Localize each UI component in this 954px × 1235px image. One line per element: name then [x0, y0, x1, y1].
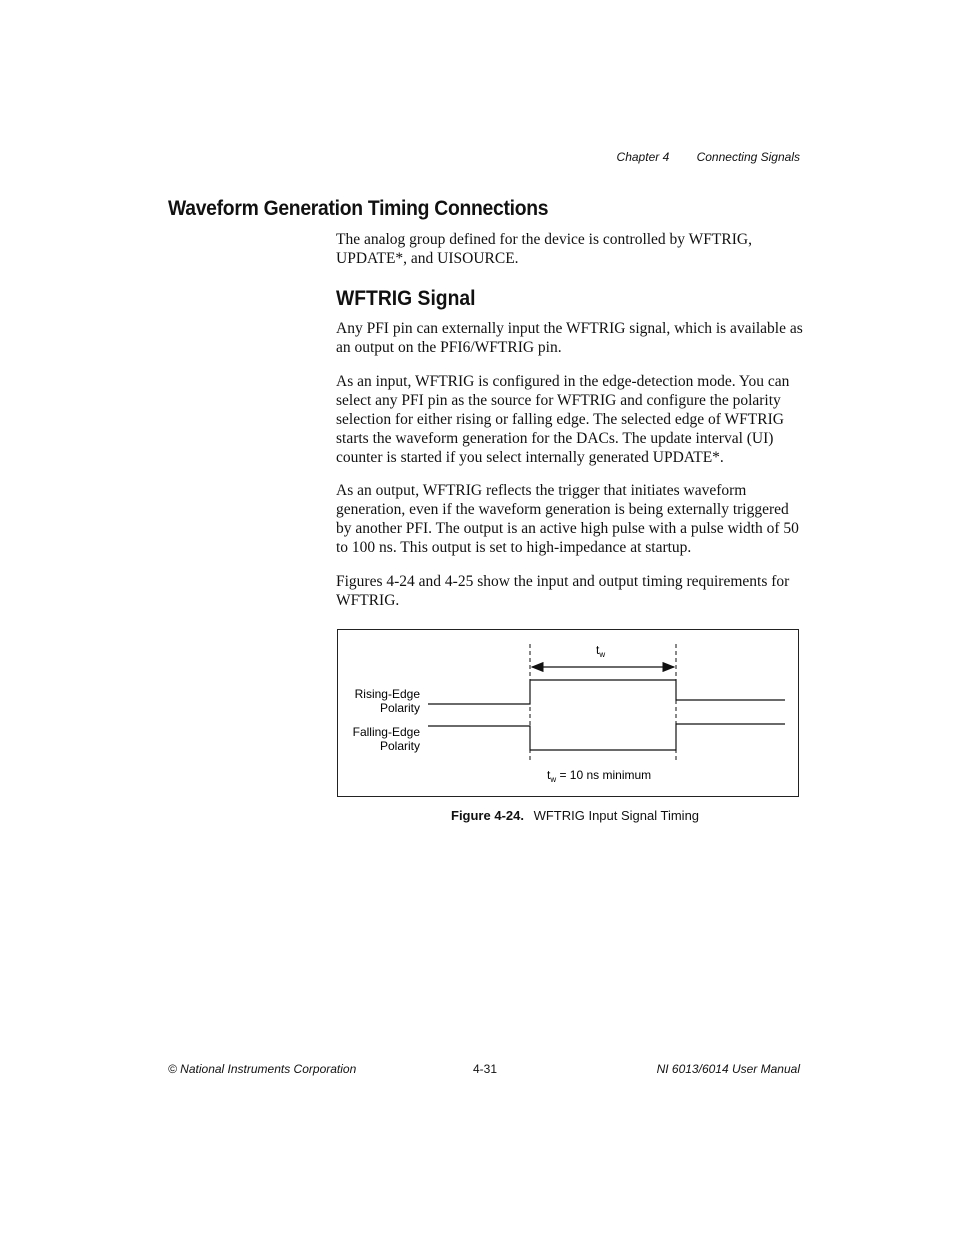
paragraph-2: As an input, WFTRIG is configured in the edge-detection mode. You can select any PFI pin as the source for WFTRIG and configure the polarity selection for either rising or falling edge. The selected edge of WFTRIG starts the waveform generation for the DACs. The update interval (UI) counter is started if you select internally generated UPDATE*.	[336, 373, 790, 466]
falling-label-line2: Polarity	[379, 739, 420, 753]
falling-label-line1: Falling-Edge	[352, 725, 420, 739]
tw-label: $t_w$	[596, 643, 606, 659]
figure-caption-text: WFTRIG Input Signal Timing	[533, 808, 700, 823]
paragraph-3: As an output, WFTRIG reflects the trigger that initiates waveform generation, even if the waveform generation is being externally triggered by another PFI. The output is an active high pulse with a pulse width of 50 to 100 ns. This output is set to high-impedance at startup.	[336, 482, 799, 556]
subsection-title: WFTRIG Signal	[336, 287, 476, 310]
tw-minimum-label: $t_w = 10$ ns minimum	[547, 768, 652, 784]
paragraph-4: Figures 4-24 and 4-25 show the input and output timing requirements for WFTRIG.	[336, 573, 790, 609]
falling-edge-waveform	[428, 724, 785, 750]
timing-diagram	[337, 629, 799, 797]
running-header	[617, 150, 800, 164]
intro-paragraph: The analog group defined for the device is controlled by WFTRIG, UPDATE*, and UISOURCE.	[336, 231, 752, 267]
header-chapter: Chapter 4	[616, 150, 670, 164]
footer-manual-title: NI 6013/6014 User Manual	[656, 1062, 800, 1076]
header-section: Connecting Signals	[696, 150, 800, 164]
section-title: Waveform Generation Timing Connections	[168, 197, 549, 220]
footer-copyright: © National Instruments Corporation	[168, 1062, 357, 1076]
paragraph-1: Any PFI pin can externally input the WFTRIG signal, which is available as an output on the PFI6/WFTRIG pin.	[336, 320, 803, 356]
rising-edge-waveform	[428, 680, 785, 704]
rising-label-line2: Polarity	[379, 701, 420, 715]
figure-number: Figure 4-24.	[451, 808, 524, 823]
footer-page-number: 4-31	[473, 1062, 498, 1076]
rising-label-line1: Rising-Edge	[354, 687, 420, 701]
figure-caption	[451, 808, 699, 823]
